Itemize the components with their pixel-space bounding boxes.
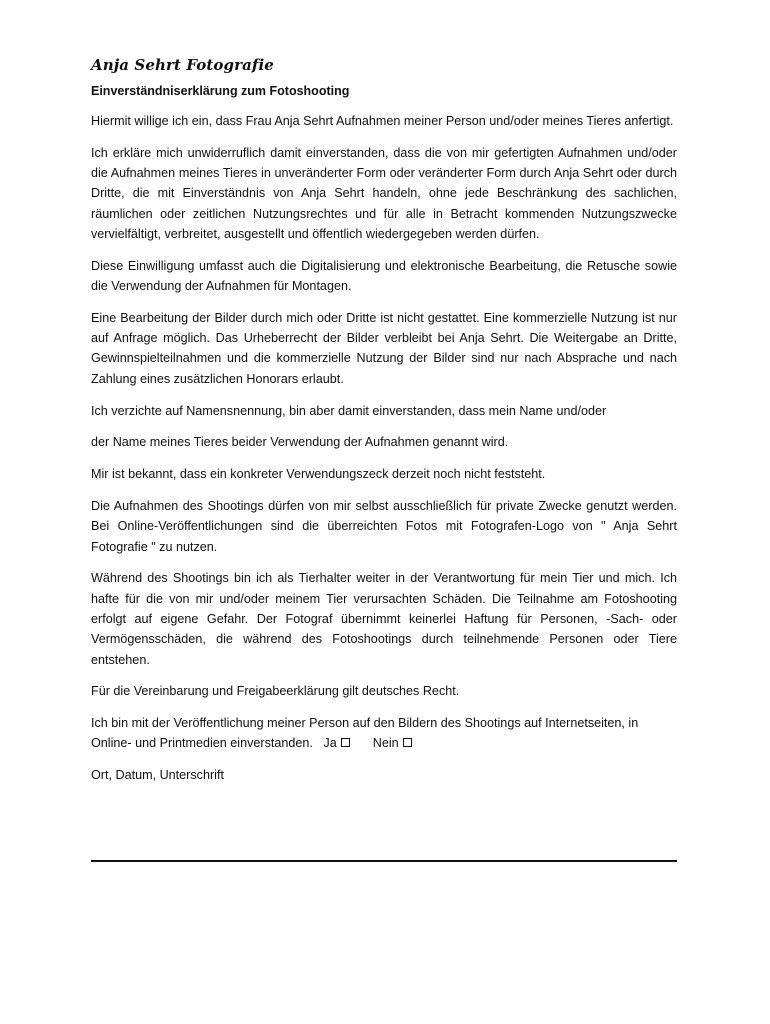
paragraph-usage-rights: Ich erkläre mich unwiderruflich damit einverstanden, dass die von mir gefertigten Aufnahmen und/oder die Aufnahmen meines Tieres in unveränderter Form oder veränderter Form durch Anja Sehrt oder durch Dritte, die mit Einverständnis von Anja Sehrt handeln, ohne jede Beschränkung des sachlichen, räumlichen oder zeitlichen Nutzungsrechtes und für alle in Betracht kommenden Nutzungszwecke vervielfältigt, verbreitet, ausgestellt und öffentlich wiedergegeben werden dürfen. <box>91 145 677 241</box>
paragraph-liability: Während des Shootings bin ich als Tierhalter weiter in der Verantwortung für mein Tier und mich. Ich hafte für die von mir und/oder meinem Tier verursachten Schäden. Die Teilnahme am Fotoshooting erfolgt auf eigene Gefahr. Der Fotograf übernimmt keinerlei Haftung für Personen, -Sach- oder Vermögensschäden, die während des Fotoshootings durch teilnehmende Personen oder Tiere entstehen. <box>91 571 677 667</box>
consent-no-label: Nein <box>372 736 399 751</box>
paragraph-editing: Eine Bearbeitung der Bilder durch mich oder Dritte ist nicht gestattet. Eine kommerzielle Nutzung ist nur auf Anfrage möglich. Das Urheberrecht der Bilder verbleibt bei Anja Sehrt. Die Weitergabe an Dritte, Gewinnspielteilnahmen und die kommerzielle Nutzung der Bilder sind nur nach Absprache und nach Zahlung eines zusätzlichen Honorars erlaubt. <box>91 310 677 386</box>
paragraph-purpose: Mir ist bekannt, dass ein konkreter Verwendungszeck derzeit noch nicht feststeht. <box>91 467 546 482</box>
document-page <box>91 56 677 797</box>
paragraph-law: Für die Vereinbarung und Freigabeerklärung gilt deutsches Recht. <box>91 684 460 699</box>
consent-yes-option[interactable] <box>316 736 353 750</box>
paragraph-private-use: Die Aufnahmen des Shootings dürfen von mir selbst ausschließlich für private Zwecke genutzt werden. Bei Online-Veröffentlichungen sind die überreichten Fotos mit Fotografen-Logo von " Anja Sehrt Fotografie " zu nutzen. <box>91 498 677 554</box>
paragraph-digitalization: Diese Einwilligung umfasst auch die Digitalisierung und elektronische Bearbeitung, die Retusche sowie die Verwendung der Aufnahmen für Montagen. <box>91 258 677 294</box>
signature-label: Ort, Datum, Unterschrift <box>91 768 224 783</box>
consent-no-checkbox[interactable] <box>403 738 412 747</box>
consent-paragraph <box>91 713 677 754</box>
consent-text: Ich bin mit der Veröffentlichung meiner Person auf den Bildern des Shootings auf Internetseiten, in Online- und Printmedien einverstanden. <box>91 716 639 751</box>
document-title: Einverständniserklärung zum Fotoshooting <box>91 84 350 98</box>
consent-yes-label: Ja <box>323 736 337 751</box>
consent-no-option[interactable] <box>369 736 411 750</box>
consent-yes-checkbox[interactable] <box>341 738 350 747</box>
studio-name: Anja Sehrt Fotografie <box>91 56 274 74</box>
paragraph-name-mention: der Name meines Tieres beider Verwendung der Aufnahmen genannt wird. <box>91 435 509 450</box>
paragraph-name-waiver: Ich verzichte auf Namensnennung, bin aber damit einverstanden, dass mein Name und/oder <box>91 403 607 418</box>
signature-line[interactable] <box>91 860 677 862</box>
paragraph-intro: Hiermit willige ich ein, dass Frau Anja Sehrt Aufnahmen meiner Person und/oder meines Tieres anfertigt. <box>91 114 674 128</box>
